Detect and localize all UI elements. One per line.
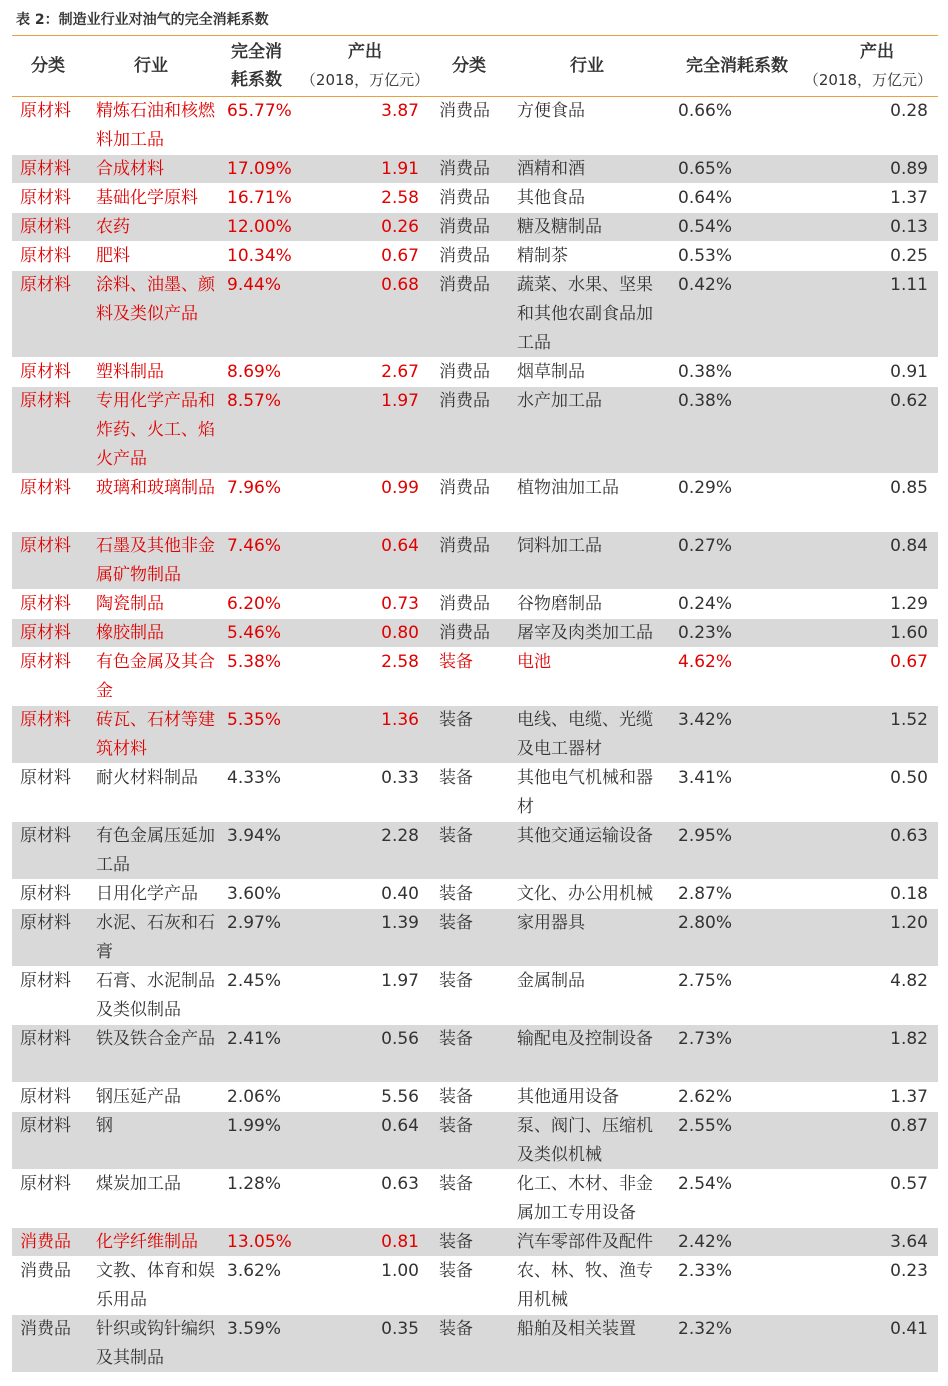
cell-industry-left: 耐火材料制品 [96,768,198,788]
cell-output-right: 0.57 [890,1174,928,1194]
cell-output-right: 1.82 [890,1029,928,1049]
cell-category-left: 原材料 [20,826,71,846]
cell-output-left: 1.97 [381,391,419,411]
cell-output-left: 5.56 [381,1087,419,1107]
cell-category-right: 装备 [439,1174,473,1194]
cell-coef-right: 2.95% [678,826,733,846]
table-row [12,967,938,1025]
table-row [12,1257,938,1315]
cell-output-right: 0.67 [890,652,928,672]
cell-industry-left: 石墨及其他非金属矿物制品 [96,536,215,585]
cell-industry-right: 农、林、牧、渔专用机械 [517,1261,653,1310]
header-category-right: 分类 [452,56,486,76]
cell-industry-left: 基础化学原料 [96,188,198,208]
table-row [12,764,938,822]
cell-industry-left: 有色金属压延加工品 [96,826,215,875]
table-row [12,532,938,590]
cell-industry-right: 方便食品 [517,101,585,121]
cell-category-left: 消费品 [20,1232,71,1252]
table-row [12,909,938,967]
table-row [12,1228,938,1257]
cell-output-right: 1.60 [890,623,928,643]
cell-output-left: 0.40 [381,884,419,904]
cell-category-left: 原材料 [20,478,71,498]
cell-industry-right: 精制茶 [517,246,568,266]
cell-industry-left: 涂料、油墨、颜料及类似产品 [96,275,215,324]
cell-category-right: 装备 [439,1319,473,1339]
table-row [12,822,938,880]
cell-category-left: 原材料 [20,536,71,556]
cell-output-left: 0.67 [381,246,419,266]
cell-coef-left: 3.94% [227,826,282,846]
cell-coef-left: 9.44% [227,275,282,295]
table-row [12,358,938,387]
cell-industry-right: 植物油加工品 [517,478,619,498]
cell-category-right: 消费品 [439,101,490,121]
cell-output-left: 0.73 [381,594,419,614]
cell-industry-right: 金属制品 [517,971,585,991]
cell-coef-right: 0.42% [678,275,733,295]
table-row [12,242,938,271]
cell-category-left: 消费品 [20,1261,71,1281]
cell-category-right: 消费品 [439,217,490,237]
cell-category-right: 装备 [439,826,473,846]
cell-coef-left: 3.60% [227,884,282,904]
table-row [12,271,938,358]
cell-industry-left: 砖瓦、石材等建筑材料 [96,710,215,759]
table-row [12,1083,938,1112]
cell-industry-right: 泵、阀门、压缩机及类似机械 [517,1116,653,1165]
cell-output-left: 1.97 [381,971,419,991]
cell-industry-right: 电池 [517,652,551,672]
header-output-line1: 产出 [348,42,382,62]
cell-industry-right: 屠宰及肉类加工品 [517,623,653,643]
cell-industry-left: 钢压延产品 [96,1087,181,1107]
cell-coef-right: 2.75% [678,971,733,991]
cell-industry-left: 煤炭加工品 [96,1174,181,1194]
cell-output-right: 1.37 [890,188,928,208]
cell-coef-left: 1.28% [227,1174,282,1194]
cell-category-left: 原材料 [20,710,71,730]
cell-coef-left: 1.99% [227,1116,282,1136]
table-row [12,474,938,532]
cell-industry-left: 肥料 [96,246,130,266]
cell-coef-left: 2.06% [227,1087,282,1107]
cell-coef-right: 2.62% [678,1087,733,1107]
cell-output-right: 0.18 [890,884,928,904]
cell-category-left: 原材料 [20,188,71,208]
cell-output-left: 1.39 [381,913,419,933]
cell-coef-left: 7.46% [227,536,282,556]
cell-category-left: 原材料 [20,884,71,904]
cell-output-right: 0.41 [890,1319,928,1339]
cell-category-right: 装备 [439,913,473,933]
cell-output-left: 0.64 [381,1116,419,1136]
table-top-rule [12,35,938,36]
cell-coef-right: 2.55% [678,1116,733,1136]
cell-output-right: 0.84 [890,536,928,556]
cell-category-right: 装备 [439,971,473,991]
cell-category-right: 装备 [439,1116,473,1136]
cell-output-left: 0.33 [381,768,419,788]
cell-output-left: 1.91 [381,159,419,179]
cell-coef-left: 4.33% [227,768,282,788]
cell-industry-left: 农药 [96,217,130,237]
cell-output-right: 0.91 [890,362,928,382]
cell-output-right: 0.85 [890,478,928,498]
cell-industry-left: 针织或钩针编织及其制品 [96,1319,215,1368]
cell-output-left: 2.58 [381,188,419,208]
cell-category-left: 原材料 [20,159,71,179]
cell-output-left: 2.58 [381,652,419,672]
table-row [12,97,938,155]
table-body [12,97,938,1373]
cell-coef-left: 12.00% [227,217,292,237]
cell-category-right: 消费品 [439,391,490,411]
header-coef [231,38,311,94]
cell-category-left: 原材料 [20,971,71,991]
cell-coef-left: 7.96% [227,478,282,498]
cell-industry-right: 汽车零部件及配件 [517,1232,653,1252]
cell-coef-left: 5.38% [227,652,282,672]
table-row [12,387,938,474]
cell-coef-left: 2.41% [227,1029,282,1049]
cell-category-left: 原材料 [20,913,71,933]
cell-output-left: 0.80 [381,623,419,643]
cell-category-right: 消费品 [439,623,490,643]
cell-category-right: 装备 [439,710,473,730]
cell-coef-left: 5.46% [227,623,282,643]
cell-coef-left: 8.69% [227,362,282,382]
cell-industry-right: 输配电及控制设备 [517,1029,653,1049]
cell-output-left: 0.99 [381,478,419,498]
cell-coef-left: 17.09% [227,159,292,179]
cell-industry-right: 文化、办公用机械 [517,884,653,904]
header-output-line2: （2018，万亿元） [300,71,430,89]
cell-coef-right: 0.66% [678,101,733,121]
cell-coef-right: 0.38% [678,362,733,382]
cell-category-right: 消费品 [439,594,490,614]
cell-output-right: 1.37 [890,1087,928,1107]
cell-coef-right: 4.62% [678,652,733,672]
cell-industry-left: 日用化学产品 [96,884,198,904]
cell-output-left: 0.35 [381,1319,419,1339]
cell-coef-left: 13.05% [227,1232,292,1252]
cell-industry-left: 玻璃和玻璃制品 [96,478,215,498]
cell-industry-right: 蔬菜、水果、坚果和其他农副食品加工品 [517,275,653,353]
cell-coef-right: 2.42% [678,1232,733,1252]
header-output [300,38,430,94]
cell-industry-right: 谷物磨制品 [517,594,602,614]
cell-coef-right: 0.23% [678,623,733,643]
cell-category-left: 原材料 [20,101,71,121]
cell-coef-left: 3.59% [227,1319,282,1339]
cell-industry-left: 精炼石油和核燃料加工品 [96,101,215,150]
table-row [12,880,938,909]
header-industry: 行业 [134,56,168,76]
cell-output-right: 0.28 [890,101,928,121]
cell-industry-right: 家用器具 [517,913,585,933]
cell-category-right: 消费品 [439,362,490,382]
cell-output-right: 1.29 [890,594,928,614]
cell-output-right: 4.82 [890,971,928,991]
cell-output-left: 3.87 [381,101,419,121]
cell-industry-left: 合成材料 [96,159,164,179]
cell-coef-right: 2.73% [678,1029,733,1049]
header-output-right-line1: 产出 [860,42,894,62]
cell-output-left: 1.00 [381,1261,419,1281]
cell-coef-right: 0.24% [678,594,733,614]
cell-industry-left: 石膏、水泥制品及类似制品 [96,971,215,1020]
cell-category-right: 消费品 [439,159,490,179]
cell-industry-left: 水泥、石灰和石膏 [96,913,215,962]
cell-industry-right: 其他交通运输设备 [517,826,653,846]
cell-industry-right: 电线、电缆、光缆及电工器材 [517,710,653,759]
cell-industry-right: 其他电气机械和器材 [517,768,653,817]
cell-industry-left: 文教、体育和娱乐用品 [96,1261,215,1310]
cell-category-left: 原材料 [20,217,71,237]
cell-category-left: 原材料 [20,1029,71,1049]
cell-industry-right: 饲料加工品 [517,536,602,556]
cell-category-left: 原材料 [20,362,71,382]
table-row [12,1112,938,1170]
cell-category-right: 装备 [439,652,473,672]
table-row [12,213,938,242]
cell-industry-left: 橡胶制品 [96,623,164,643]
table-header [12,38,938,97]
cell-output-left: 0.81 [381,1232,419,1252]
cell-output-left: 0.56 [381,1029,419,1049]
table-row [12,706,938,764]
cell-coef-left: 5.35% [227,710,282,730]
cell-category-right: 装备 [439,1029,473,1049]
cell-category-right: 消费品 [439,246,490,266]
cell-category-right: 装备 [439,1087,473,1107]
header-industry-right: 行业 [570,56,604,76]
cell-output-left: 1.36 [381,710,419,730]
cell-industry-left: 有色金属及其合金 [96,652,215,701]
header-coef-line1: 完全消 [231,42,282,62]
cell-category-left: 原材料 [20,623,71,643]
cell-coef-right: 2.87% [678,884,733,904]
cell-coef-right: 2.32% [678,1319,733,1339]
cell-category-right: 消费品 [439,536,490,556]
header-output-right [802,38,932,94]
cell-industry-right: 其他通用设备 [517,1087,619,1107]
cell-industry-right: 烟草制品 [517,362,585,382]
cell-category-right: 装备 [439,1232,473,1252]
table-row [12,184,938,213]
cell-coef-left: 16.71% [227,188,292,208]
header-output-right-line2: （2018，万亿元） [803,71,932,89]
table-caption: 表 2：制造业行业对油气的完全消耗系数 [16,12,269,28]
table-row [12,1025,938,1083]
header-coef-line2: 耗系数 [231,70,282,90]
cell-category-right: 装备 [439,884,473,904]
cell-coef-right: 0.38% [678,391,733,411]
cell-coef-right: 2.80% [678,913,733,933]
cell-industry-right: 其他食品 [517,188,585,208]
cell-output-left: 2.28 [381,826,419,846]
cell-industry-right: 水产加工品 [517,391,602,411]
cell-output-right: 0.25 [890,246,928,266]
cell-category-right: 装备 [439,1261,473,1281]
cell-output-right: 1.20 [890,913,928,933]
cell-category-left: 原材料 [20,1087,71,1107]
cell-category-left: 原材料 [20,1174,71,1194]
cell-output-left: 2.67 [381,362,419,382]
cell-category-left: 原材料 [20,1116,71,1136]
cell-industry-left: 专用化学产品和炸药、火工、焰火产品 [96,391,215,469]
cell-output-right: 0.62 [890,391,928,411]
cell-industry-right: 化工、木材、非金属加工专用设备 [517,1174,653,1223]
cell-coef-left: 10.34% [227,246,292,266]
cell-category-left: 原材料 [20,391,71,411]
cell-output-left: 0.26 [381,217,419,237]
cell-output-right: 0.87 [890,1116,928,1136]
cell-output-left: 0.64 [381,536,419,556]
cell-category-right: 装备 [439,768,473,788]
cell-category-right: 消费品 [439,188,490,208]
cell-industry-left: 陶瓷制品 [96,594,164,614]
cell-coef-right: 0.53% [678,246,733,266]
cell-coef-right: 0.64% [678,188,733,208]
table-row [12,648,938,706]
cell-industry-left: 塑料制品 [96,362,164,382]
cell-coef-right: 2.33% [678,1261,733,1281]
cell-coef-right: 0.27% [678,536,733,556]
cell-category-left: 消费品 [20,1319,71,1339]
table-row [12,590,938,619]
cell-industry-right: 糖及糖制品 [517,217,602,237]
cell-industry-right: 船舶及相关装置 [517,1319,636,1339]
cell-coef-left: 2.97% [227,913,282,933]
cell-coef-left: 65.77% [227,101,292,121]
table-row [12,1315,938,1373]
header-category: 分类 [31,56,65,76]
cell-output-right: 1.52 [890,710,928,730]
cell-output-right: 0.50 [890,768,928,788]
cell-output-left: 0.63 [381,1174,419,1194]
cell-industry-left: 铁及铁合金产品 [96,1029,215,1049]
cell-category-left: 原材料 [20,768,71,788]
cell-coef-left: 8.57% [227,391,282,411]
cell-category-left: 原材料 [20,246,71,266]
cell-output-right: 0.89 [890,159,928,179]
cell-category-left: 原材料 [20,594,71,614]
cell-coef-left: 6.20% [227,594,282,614]
cell-output-right: 0.23 [890,1261,928,1281]
cell-category-left: 原材料 [20,275,71,295]
cell-coef-left: 3.62% [227,1261,282,1281]
cell-industry-left: 化学纤维制品 [96,1232,198,1252]
cell-coef-right: 0.65% [678,159,733,179]
cell-output-right: 0.13 [890,217,928,237]
table-row [12,155,938,184]
cell-category-right: 消费品 [439,478,490,498]
cell-coef-right: 0.29% [678,478,733,498]
header-coef-right: 完全消耗系数 [686,56,788,76]
cell-category-left: 原材料 [20,652,71,672]
cell-output-right: 0.63 [890,826,928,846]
cell-coef-right: 0.54% [678,217,733,237]
cell-coef-right: 2.54% [678,1174,733,1194]
cell-industry-left: 钢 [96,1116,113,1136]
cell-category-right: 消费品 [439,275,490,295]
cell-output-right: 3.64 [890,1232,928,1252]
cell-industry-right: 酒精和酒 [517,159,585,179]
cell-output-left: 0.68 [381,275,419,295]
table-row [12,619,938,648]
cell-coef-right: 3.41% [678,768,733,788]
cell-coef-right: 3.42% [678,710,733,730]
cell-coef-left: 2.45% [227,971,282,991]
table-row [12,1170,938,1228]
cell-output-right: 1.11 [890,275,928,295]
